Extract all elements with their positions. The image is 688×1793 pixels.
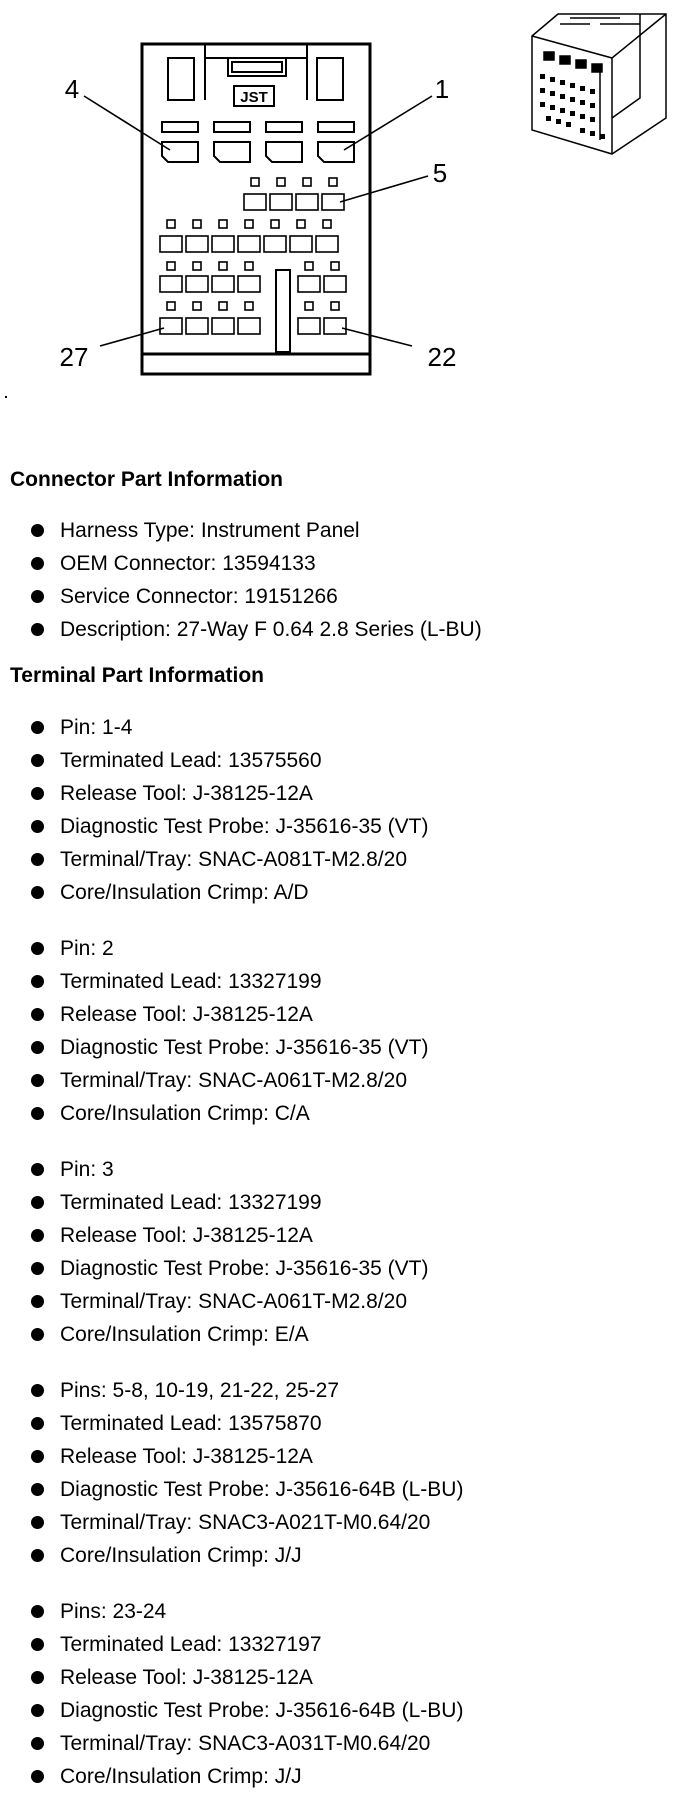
bullet-icon: [31, 1549, 44, 1562]
list-item: Terminal/Tray: SNAC-A061T-M2.8/20: [0, 1285, 428, 1318]
list-item: Diagnostic Test Probe: J-35616-64B (L-BU): [0, 1473, 463, 1506]
list-item: Terminal/Tray: SNAC-A081T-M2.8/20: [0, 843, 428, 876]
small-cavities-lower: [160, 262, 346, 292]
bullet-icon: [31, 1450, 44, 1463]
bullet-icon: [31, 1417, 44, 1430]
bullet-icon: [31, 853, 44, 866]
bullet-icon: [31, 1008, 44, 1021]
bullet-icon: [31, 1483, 44, 1496]
list-item: Diagnostic Test Probe: J-35616-35 (VT): [0, 1252, 428, 1285]
connector-part-info-heading: Connector Part Information: [10, 468, 284, 491]
bullet-icon: [31, 886, 44, 899]
list-item: Pin: 2: [0, 932, 428, 965]
list-item: Terminal/Tray: SNAC3-A031T-M0.64/20: [0, 1727, 463, 1760]
list-item: Release Tool: J-38125-12A: [0, 1440, 463, 1473]
list-item: Terminal/Tray: SNAC-A061T-M2.8/20: [0, 1064, 428, 1097]
list-item: Release Tool: J-38125-12A: [0, 777, 428, 810]
connector-face-diagram: [0, 0, 688, 400]
callout-22: 22: [427, 342, 457, 372]
list-item: Terminated Lead: 13327197: [0, 1628, 463, 1661]
bullet-icon: [31, 1770, 44, 1783]
bullet-icon: [31, 787, 44, 800]
bullet-icon: [31, 1737, 44, 1750]
list-item: Terminated Lead: 13575870: [0, 1407, 463, 1440]
bullet-icon: [31, 1041, 44, 1054]
bullet-icon: [31, 1384, 44, 1397]
list-item: Terminated Lead: 13327199: [0, 965, 428, 998]
list-item: Terminated Lead: 13575560: [0, 744, 428, 777]
list-item: Diagnostic Test Probe: J-35616-35 (VT): [0, 1031, 428, 1064]
bullet-icon: [31, 1074, 44, 1087]
bullet-icon: [31, 1196, 44, 1209]
list-item: Core/Insulation Crimp: C/A: [0, 1097, 428, 1130]
list-item: Terminal/Tray: SNAC3-A021T-M0.64/20: [0, 1506, 463, 1539]
callout-5: 5: [432, 158, 448, 188]
list-item: Pins: 23-24: [0, 1595, 463, 1628]
bullet-icon: [31, 754, 44, 767]
bullet-icon: [31, 721, 44, 734]
bullet-icon: [31, 1229, 44, 1242]
bullet-icon: [31, 1671, 44, 1684]
terminal-group-4: [0, 1374, 463, 1572]
bullet-icon: [31, 942, 44, 955]
small-cavities-middle: [160, 220, 338, 252]
terminal-part-info-heading: Terminal Part Information: [10, 664, 264, 687]
list-item: Release Tool: J-38125-12A: [0, 1219, 428, 1252]
list-item: Release Tool: J-38125-12A: [0, 1661, 463, 1694]
list-item: Diagnostic Test Probe: J-35616-35 (VT): [0, 810, 428, 843]
terminal-group-1: [0, 711, 428, 909]
bullet-icon: [31, 1163, 44, 1176]
small-cavities-bottom: [160, 302, 346, 334]
bullet-icon: [31, 1605, 44, 1618]
large-cavities-row: [162, 122, 354, 162]
list-item: Service Connector: 19151266: [0, 580, 482, 613]
bullet-icon: [31, 524, 44, 537]
small-cavities-upper: [244, 178, 344, 210]
list-item: OEM Connector: 13594133: [0, 547, 482, 580]
list-item: Terminated Lead: 13327199: [0, 1186, 428, 1219]
bullet-icon: [31, 1295, 44, 1308]
bullet-icon: [31, 1704, 44, 1717]
stray-mark: [5, 396, 7, 398]
bullet-icon: [31, 820, 44, 833]
list-item: Core/Insulation Crimp: J/J: [0, 1539, 463, 1572]
bullet-icon: [31, 557, 44, 570]
callout-leaders: [84, 96, 432, 346]
callout-1: 1: [434, 74, 450, 104]
list-item: Harness Type: Instrument Panel: [0, 514, 482, 547]
bullet-icon: [31, 1516, 44, 1529]
list-item: Core/Insulation Crimp: A/D: [0, 876, 428, 909]
bullet-icon: [31, 590, 44, 603]
bullet-icon: [31, 1328, 44, 1341]
list-item: Core/Insulation Crimp: J/J: [0, 1760, 463, 1793]
bullet-icon: [31, 975, 44, 988]
list-item: Pin: 1-4: [0, 711, 428, 744]
list-item: Pins: 5-8, 10-19, 21-22, 25-27: [0, 1374, 463, 1407]
bullet-icon: [31, 1107, 44, 1120]
connector-isometric-view: [532, 14, 666, 154]
bullet-icon: [31, 623, 44, 636]
list-item: Core/Insulation Crimp: E/A: [0, 1318, 428, 1351]
connector-info-list: [0, 514, 482, 646]
callout-27: 27: [59, 342, 89, 372]
list-item: Pin: 3: [0, 1153, 428, 1186]
terminal-group-5: [0, 1595, 463, 1793]
jst-brand-text: JST: [240, 89, 268, 106]
terminal-group-2: [0, 932, 428, 1130]
terminal-group-3: [0, 1153, 428, 1351]
callout-4: 4: [64, 74, 80, 104]
list-item: Diagnostic Test Probe: J-35616-64B (L-BU): [0, 1694, 463, 1727]
list-item: Release Tool: J-38125-12A: [0, 998, 428, 1031]
bullet-icon: [31, 1638, 44, 1651]
bullet-icon: [31, 1262, 44, 1275]
list-item: Description: 27-Way F 0.64 2.8 Series (L-BU): [0, 613, 482, 646]
